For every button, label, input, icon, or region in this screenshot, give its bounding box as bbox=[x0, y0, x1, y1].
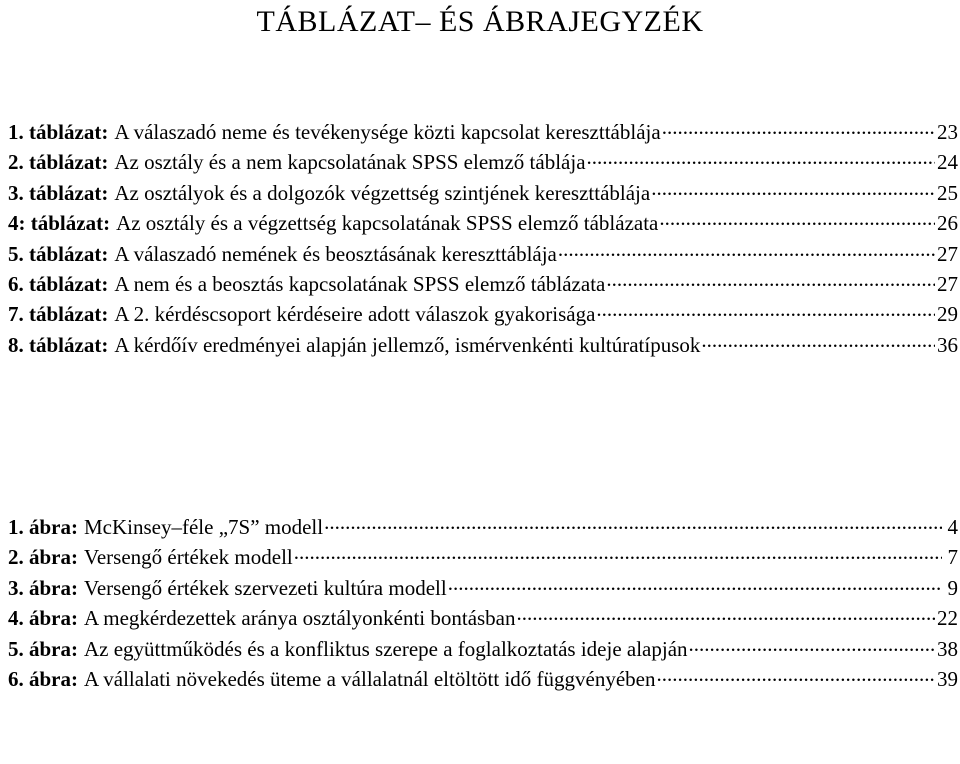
entry-title: McKinsey–féle „7S” modell bbox=[84, 515, 324, 539]
dot-leader bbox=[662, 118, 935, 139]
figure-entry-5[interactable] bbox=[8, 634, 958, 664]
entry-label: 8. táblázat: bbox=[8, 332, 109, 357]
entry-label: 6. ábra: bbox=[8, 666, 78, 691]
figure-entry-1[interactable] bbox=[8, 512, 958, 542]
table-entry-8[interactable] bbox=[8, 330, 958, 360]
entry-label: 2. táblázat: bbox=[8, 150, 109, 175]
entry-title: Az együttműködés és a konfliktus szerepe a foglalkoztatás ideje alapján bbox=[84, 636, 688, 661]
entry-page-number: 38 bbox=[937, 636, 958, 661]
entry-page-number: 25 bbox=[937, 180, 958, 205]
table-list bbox=[8, 117, 958, 360]
table-entry-7[interactable] bbox=[8, 299, 958, 329]
dot-leader bbox=[651, 179, 935, 200]
entry-page-number: 27 bbox=[937, 241, 958, 266]
dot-leader bbox=[294, 543, 942, 564]
entry-page-number: 9 bbox=[947, 575, 958, 600]
table-entry-3[interactable] bbox=[8, 178, 958, 208]
entry-page-number: 24 bbox=[937, 150, 958, 175]
entry-label: 6. táblázat: bbox=[8, 271, 109, 296]
entry-page-number: 29 bbox=[937, 302, 958, 327]
table-entry-1[interactable] bbox=[8, 117, 958, 147]
entry-label: 4: táblázat: bbox=[8, 211, 111, 236]
dot-leader bbox=[448, 574, 942, 595]
entry-page-number: 7 bbox=[947, 545, 958, 570]
entry-title: A nem és a beosztás kapcsolatának SPSS elemző táblázata bbox=[114, 271, 606, 296]
entry-title: A válaszadó nemének és beosztásának kereszttáblája bbox=[114, 241, 557, 266]
entry-label: 1. ábra: bbox=[8, 515, 78, 539]
entry-label: 2. ábra: bbox=[8, 545, 78, 570]
figure-entry-4[interactable] bbox=[8, 603, 958, 633]
entry-page-number: 27 bbox=[937, 271, 958, 296]
entry-page-number: 23 bbox=[937, 120, 958, 144]
dot-leader bbox=[596, 300, 935, 321]
figure-entry-3[interactable] bbox=[8, 573, 958, 603]
entry-page-number: 26 bbox=[937, 211, 958, 236]
dot-leader bbox=[587, 148, 935, 169]
table-entry-4[interactable] bbox=[8, 208, 958, 238]
entry-page-number: 39 bbox=[937, 666, 958, 691]
entry-label: 4. ábra: bbox=[8, 606, 78, 631]
figure-entry-2[interactable] bbox=[8, 542, 958, 572]
entry-title: Az osztály és a nem kapcsolatának SPSS elemző táblája bbox=[114, 150, 586, 175]
entry-label: 5. ábra: bbox=[8, 636, 78, 661]
dot-leader bbox=[517, 604, 935, 625]
entry-title: A vállalati növekedés üteme a vállalatnál eltöltött idő függvényében bbox=[84, 666, 656, 691]
entry-title: A válaszadó neme és tevékenysége közti kapcsolat kereszttáblája bbox=[114, 120, 661, 144]
entry-page-number: 4 bbox=[947, 515, 958, 539]
figure-entry-6[interactable] bbox=[8, 664, 958, 694]
dot-leader bbox=[656, 665, 935, 686]
entry-label: 3. ábra: bbox=[8, 575, 78, 600]
figure-list bbox=[8, 512, 958, 694]
entry-title: A 2. kérdéscsoport kérdéseire adott válaszok gyakorisága bbox=[114, 302, 596, 327]
page-title: TÁBLÁZAT– ÉS ÁBRAJEGYZÉK bbox=[256, 5, 704, 38]
entry-label: 1. táblázat: bbox=[8, 120, 109, 144]
dot-leader bbox=[701, 331, 935, 352]
entry-page-number: 36 bbox=[937, 332, 958, 357]
entry-label: 3. táblázat: bbox=[8, 180, 109, 205]
entry-title: Az osztály és a végzettség kapcsolatának SPSS elemző táblázata bbox=[116, 211, 659, 236]
table-entry-5[interactable] bbox=[8, 239, 958, 269]
entry-title: A megkérdezettek aránya osztályonkénti bontásban bbox=[84, 606, 516, 631]
entry-title: A kérdőív eredményei alapján jellemző, ismérvenkénti kultúratípusok bbox=[114, 332, 701, 357]
dot-leader bbox=[558, 240, 935, 261]
entry-title: Az osztályok és a dolgozók végzettség szintjének kereszttáblája bbox=[114, 180, 651, 205]
dot-leader bbox=[606, 270, 935, 291]
dot-leader bbox=[324, 513, 942, 534]
entry-page-number: 22 bbox=[937, 606, 958, 631]
entry-title: Versengő értékek szervezeti kultúra modell bbox=[84, 575, 447, 600]
dot-leader bbox=[659, 209, 935, 230]
entry-title: Versengő értékek modell bbox=[84, 545, 293, 570]
table-entry-2[interactable] bbox=[8, 147, 958, 177]
entry-label: 5. táblázat: bbox=[8, 241, 109, 266]
dot-leader bbox=[689, 635, 935, 656]
entry-label: 7. táblázat: bbox=[8, 302, 109, 327]
table-entry-6[interactable] bbox=[8, 269, 958, 299]
